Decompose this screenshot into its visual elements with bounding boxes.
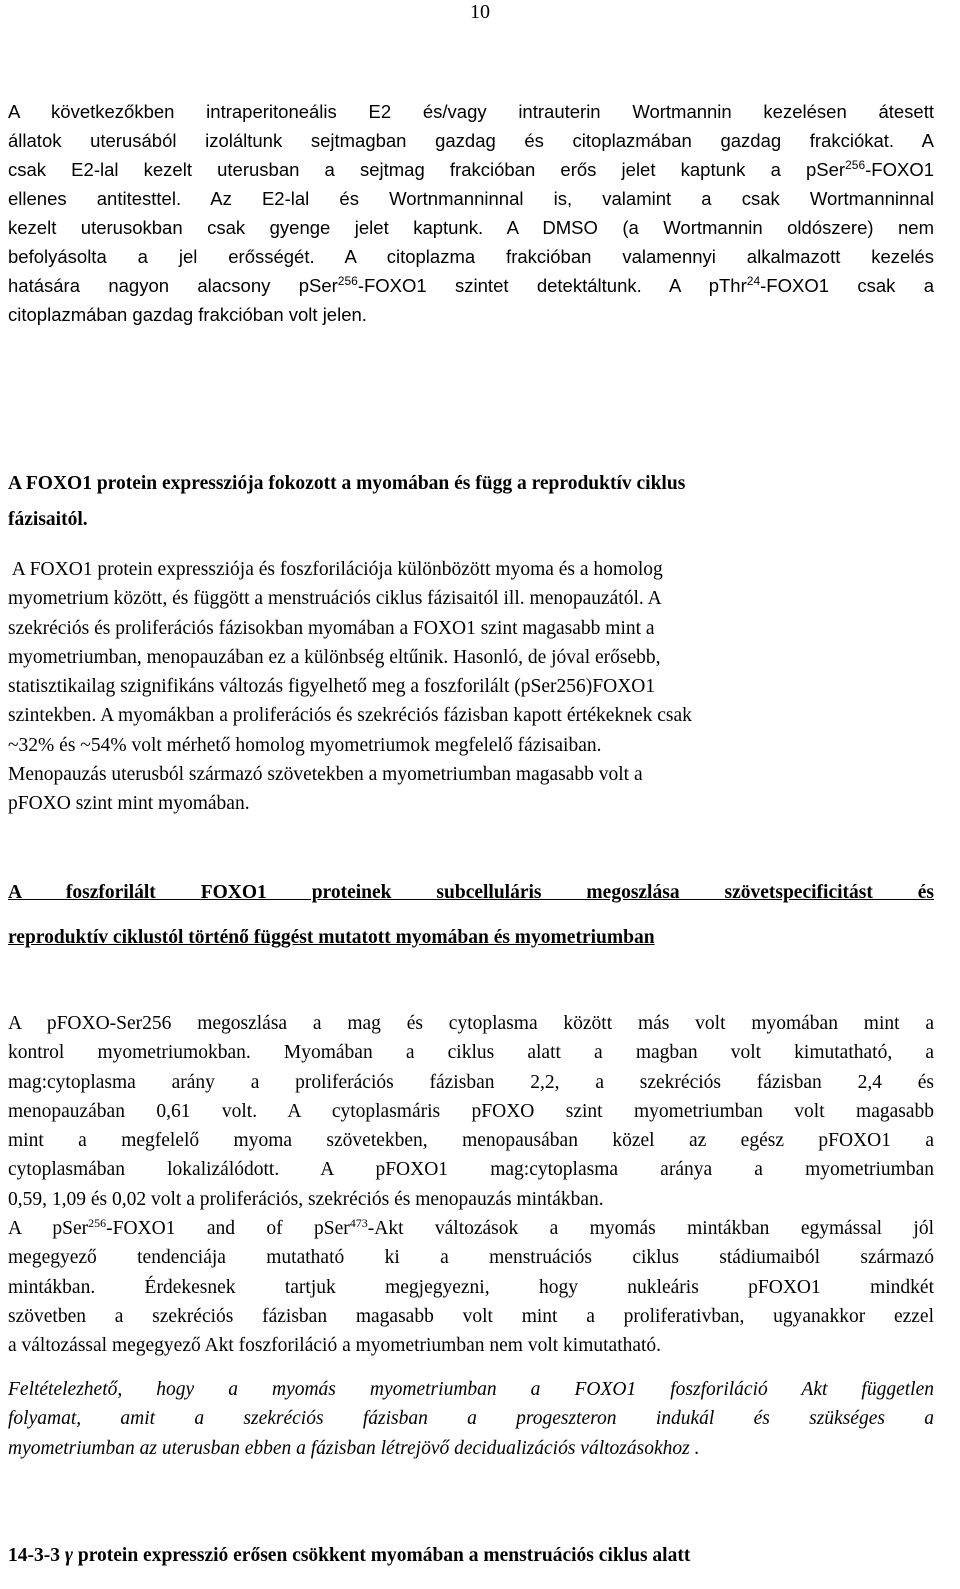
- text-line: Menopauzás uterusból származó szövetekben a myometriumban magasabb volt a: [8, 764, 643, 786]
- superscript: 256: [337, 274, 358, 288]
- page-number: 10: [470, 1, 490, 23]
- text-line: megegyező tendenciája mutatható ki a menstruációs ciklus stádiumaiból származó: [8, 1247, 934, 1269]
- section-heading-14-3-3: [8, 1541, 934, 1571]
- text-line: myometrium között, és függött a menstruációs ciklus fázisaitól ill. menopauzától. A: [8, 588, 662, 610]
- text-line: csak E2-lal kezelt uterusban a sejtmag frakcióban erős jelet kaptunk a pSer$^{256}$-FOXO1: [8, 158, 934, 180]
- gamma-symbol: γ: [64, 1545, 73, 1566]
- heading-line: A foszforilált FOXO1 proteinek subcelluláris megoszlása szövetspecificitást és: [8, 882, 934, 903]
- text-line: kezelt uterusokban csak gyenge jelet kaptunk. A DMSO (a Wortmannin oldószere) nem: [8, 217, 934, 238]
- text-line: szintekben. A myomákban a proliferációs és szekréciós fázisban kapott értékeknek csak: [8, 705, 692, 727]
- text-line: szövetben a szekréciós fázisban magasabb volt mint a proliferativban, ugyanakkor ezzel: [8, 1305, 934, 1327]
- text-line: statisztikailag szignifikáns változás figyelhető meg a foszforilált (pSer256)FOXO1: [8, 676, 656, 698]
- text-line: kontrol myometriumokban. Myomában a ciklus alatt a magban volt kimutatható, a: [8, 1042, 934, 1064]
- heading-line: A FOXO1 protein expressziója fokozott a myomában és függ a reproduktív ciklus: [8, 473, 686, 494]
- text-line: mag:cytoplasma arány a proliferációs fázisban 2,2, a szekréciós fázisban 2,4 és: [8, 1071, 934, 1093]
- heading-line: reproduktív ciklustól történő függést mutatott myomában és myometriumban: [8, 927, 655, 948]
- text-line: pFOXO szint mint myomában.: [8, 793, 250, 815]
- superscript: 256: [845, 158, 866, 172]
- text-line: A pSer$^{256}$-FOXO1 and of pSer$^{473}$-Akt változások a myomás mintákban egymással jól: [8, 1216, 935, 1240]
- text-line: a változással megegyező Akt foszforiláció a myometriumban nem volt kimutatható.: [8, 1335, 662, 1357]
- text-line: citoplazmában gazdag frakcióban volt jelen.: [8, 304, 367, 325]
- text-line: ellenes antitesttel. Az E2-lal és Wortnmanninnal is, valamint a csak Wortmanninnal: [8, 188, 934, 209]
- section-heading-subcellular: [8, 870, 934, 960]
- text-line: A pFOXO-Ser256 megoszlása a mag és cytoplasma között más volt myomában mint a: [8, 1013, 934, 1034]
- text-line: myometriumban, menopauzában ez a különbség eltűnik. Hasonló, de jóval erősebb,: [8, 646, 661, 668]
- text-line: A következőkben intraperitoneális E2 és/vagy intrauterin Wortmannin kezelésen átesett: [8, 101, 934, 122]
- heading-line: 14-3-3 γ protein expresszió erősen csökkent myomában a menstruációs ciklus alatt: [8, 1545, 691, 1566]
- heading-line: fázisaitól.: [8, 509, 88, 530]
- paragraph-foxo1-expression: [8, 555, 934, 819]
- section-heading-foxo1-expression: [8, 466, 934, 538]
- superscript: 473: [349, 1216, 368, 1231]
- text-line: menopauzában 0,61 volt. A cytoplasmáris pFOXO szint myometriumban volt magasabb: [8, 1100, 934, 1122]
- text-line: mint a megfelelő myoma szövetekben, menopausában közel az egész pFOXO1 a: [8, 1130, 934, 1152]
- text-line: Feltételezhető, hogy a myomás myometriumban a FOXO1 foszforiláció Akt független: [8, 1379, 934, 1400]
- paragraph-intro: [8, 97, 934, 329]
- paragraph-hypothesis: [8, 1375, 934, 1463]
- text-line: folyamat, amit a szekréciós fázisban a progeszteron indukál és szükséges a: [8, 1408, 934, 1430]
- text-line: hatására nagyon alacsony pSer$^{256}$-FOXO1 szintet detektáltunk. A pThr$^{24}$-FOXO1 csak a: [8, 274, 934, 296]
- paragraph-subcellular: [8, 1009, 934, 1361]
- text-line: myometriumban az uterusban ebben a fázisban létrejövő decidualizációs változásokhoz .: [8, 1437, 700, 1459]
- text-line: állatok uterusából izoláltunk sejtmagban gazdag és citoplazmában gazdag frakciókat. A: [8, 130, 934, 151]
- text-line: mintákban. Érdekesnek tartjuk megjegyezni, hogy nukleáris pFOXO1 mindkét: [8, 1276, 934, 1298]
- text-line: ~32% és ~54% volt mérhető homolog myometriumok megfelelő fázisaiban.: [8, 734, 602, 756]
- text-line: befolyásolta a jel erősségét. A citoplazma frakcióban valamennyi alkalmazott kezelés: [8, 246, 934, 267]
- text-line: cytoplasmában lokalizálódott. A pFOXO1 mag:cytoplasma aránya a myometriumban: [8, 1159, 934, 1181]
- text-line: szekréciós és proliferációs fázisokban myomában a FOXO1 szint magasabb mint a: [8, 617, 655, 639]
- text-line: A FOXO1 protein expressziója és foszforilációja különbözött myoma és a homolog: [8, 559, 663, 580]
- superscript: 24: [746, 274, 761, 288]
- superscript: 256: [88, 1216, 107, 1231]
- text-line: 0,59, 1,09 és 0,02 volt a proliferációs, szekréciós és menopauzás mintákban.: [8, 1188, 604, 1210]
